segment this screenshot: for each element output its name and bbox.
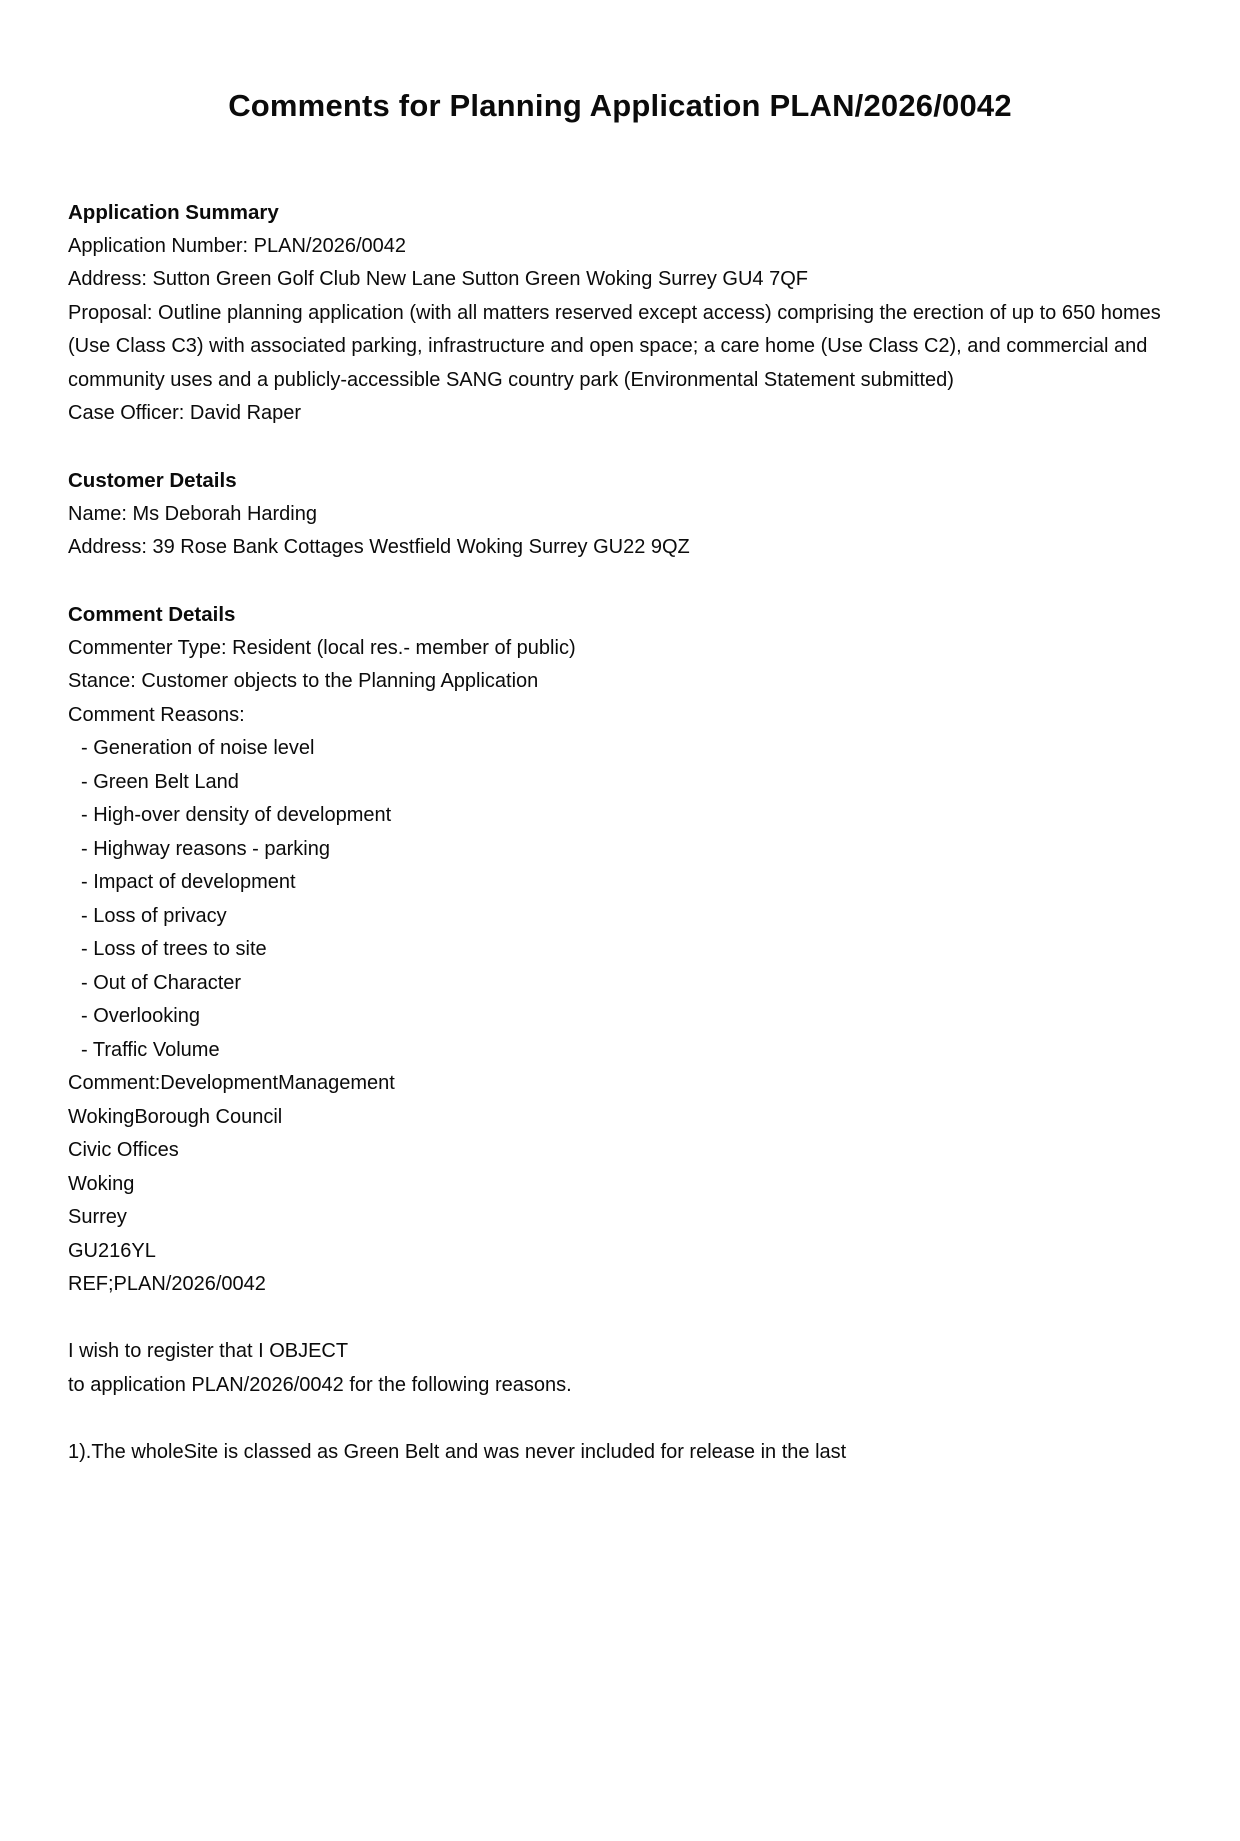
comment-reason-item: - Highway reasons - parking [81,837,330,860]
comment-details-heading: Comment Details [68,603,236,626]
customer-address-line: Address: 39 Rose Bank Cottages Westfield Woking Surrey GU22 9QZ [68,536,690,558]
comment-reason-item: - Traffic Volume [81,1038,220,1061]
customer-details-section [68,464,1172,565]
application-number-line: Application Number: PLAN/2026/0042 [68,234,406,257]
numbered-reason-1: 1).The wholeSite is classed as Green Belt and was never included for release in the last [68,1440,847,1463]
commenter-type-line: Commenter Type: Resident (local res.- member of public) [68,636,576,659]
objection-line-2: to application PLAN/2026/0042 for the following reasons. [68,1373,572,1396]
objection-statement-block [68,1335,1172,1402]
application-address-line: Address: Sutton Green Golf Club New Lane Sutton Green Woking Surrey GU4 7QF [68,268,808,290]
comment-reason-item: - Overlooking [81,1005,200,1027]
comment-body-line: Comment:DevelopmentManagement [68,1072,395,1094]
comment-reason-item: - Loss of privacy [81,904,227,927]
application-summary-heading: Application Summary [68,201,279,224]
comment-body-line: REF;PLAN/2026/0042 [68,1273,266,1295]
proposal-paragraph: Proposal: Outline planning application (with all matters reserved except access) comprising the erection of up to 650 homes (Use Class C3) with associated parking, infrastructure and open space; a care home (Use Class C2), and commercial and community uses and a publicly-accessible SANG country park (Environmental Statement submitted) [68,301,1161,391]
comment-body-line: WokingBorough Council [68,1105,283,1128]
comment-reason-item: - Generation of noise level [81,737,315,759]
comment-reason-item: - Loss of trees to site [81,938,267,960]
comment-reason-item: - High-over density of development [81,804,392,826]
customer-name-line: Name: Ms Deborah Harding [68,502,317,525]
comment-reason-item: - Impact of development [81,871,296,893]
comment-body-line: Surrey [68,1206,127,1228]
objection-line-1: I wish to register that I OBJECT [68,1340,349,1362]
comment-body-line: Civic Offices [68,1139,179,1161]
customer-details-heading: Customer Details [68,469,237,492]
application-summary-section [68,196,1172,431]
numbered-reason-block [68,1436,1172,1470]
comment-body-line: Woking [68,1172,135,1195]
case-officer-line: Case Officer: David Raper [68,402,302,424]
stance-line: Stance: Customer objects to the Planning Application [68,670,539,692]
comment-reason-item: - Green Belt Land [81,770,239,793]
comment-body-line: GU216YL [68,1239,156,1262]
comment-reasons-label: Comment Reasons: [68,703,245,726]
document-page [0,86,1240,1841]
comment-details-section [68,598,1172,1302]
document-title: Comments for Planning Application PLAN/2026/0042 [228,88,1012,123]
comment-reason-item: - Out of Character [81,971,242,994]
